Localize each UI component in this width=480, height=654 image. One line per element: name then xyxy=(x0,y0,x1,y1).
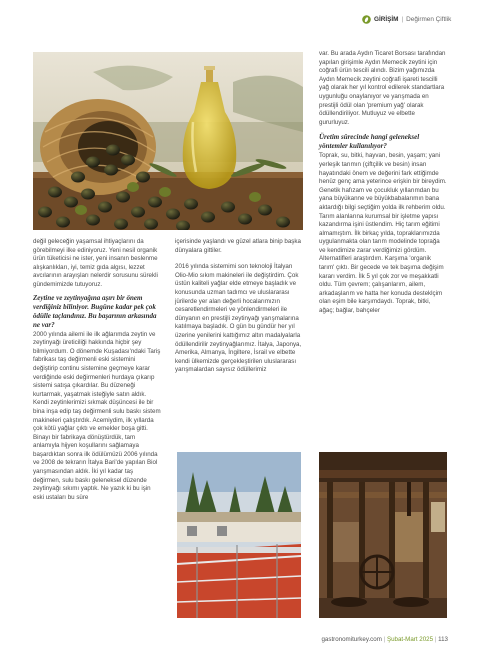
col2-paragraph-1: içerisinde yaşlandı ve güzel atlara binip başka dünyalara gittiler. xyxy=(175,238,301,254)
page-footer xyxy=(320,636,448,643)
footer-separator-2: | xyxy=(434,636,437,643)
col3-question-1: Üretim sürecinde hangi geleneksel yöntemler kullanılıyor? xyxy=(319,133,420,151)
footer-site: gastronomiturkey.com xyxy=(321,636,382,643)
footer-page-number: 113 xyxy=(438,636,448,643)
olive-leaf-icon xyxy=(362,15,371,24)
col3-paragraph-2: Toprak, su, bitki, hayvan, besin, yaşam; yani yerleşik tarımın (çiftçilik ve besin) insan hayatındaki önem ve değerini fark ettiğimde henüz genç ama yeterince erişkin bir bireydim. Genetik hafızam ve çocukluk yıllarımdan bu yana büyükanne ve büyükbabalarımın bana aktardığı bilgi seçtiğim yolda ilk rehberim oldu. Tarım alanlarına kurumsal bir işletme yapısı kazandırma işini üstlendim. Hiç tarım eğitimi almamıştım. İlk birkaç yılda, topraklarımızda uygulanmakta olan tarım modelinde toprağa ve kendimize zarar verdiğimizi gördüm. Alternatifleri araştırdım. Karşıma 'organik tarım' çıktı. Bir gecede ve tek başıma değişim kararı verdim. İlk 5 yıl çok zor ve meşakkatli oldu. Tüm çevrem; çalışanlarım, ailem, arkadaşlarım ve hatta her konuda desteklçim olan eşim bile karşımdaydı. Toprak, bitki, ağaç; bağlar, bahçeler xyxy=(319,152,447,315)
col1-question-1: Zeytine ve zeytinyağına aşırı bir önem verdiğiniz biliniyor. Bugüne kadar pek çok ödülle taçlandınız. Bu başarının arkasında ne var? xyxy=(33,293,157,329)
column-3 xyxy=(319,50,447,316)
header-separator: | xyxy=(401,15,404,23)
page-header xyxy=(362,13,451,25)
col3-paragraph-1: var. Bu arada Aydın Ticaret Borsası tarafından yapılan girişimle Aydın Memecik zeytini için coğrafi ürün tescili alındı. Bizim yağımızda Aydın Memecik zeytini coğrafi işareti tescilli yağ olarak her yıl kontrol edilerek standartlara uygunluğu onaylanıyor ve yarışmada en prestijli ödül olan 'premium yağ' olarak ödüllendiriliyor. Mutluyuz ve elbette gururluyuz. xyxy=(319,50,446,126)
col1-paragraph-2: 2000 yılında ailemi ile ilk ağlarımda zeytin ve zeytinyağı üreticiliği hakkında hiçbir şey bilmiyordum. O dönemde Kuşadası'ndaki Tariş fabrikası taş değirmenli eski sistemini değiştirip continu sistemine geçmeye karar verdiğinde eski değirmenleri hurdaya çıkarıp sistemi satışa çıkardılar. Bu düzeneği kurtarmak, yaşatmak isteğiyle satın aldık. Kendi zeytinlerimizi sıkmak düşüncesi ile bir bina inşa edip taş değirmenli sulu baskı sistem makineleri çalıştırdık. Acemiydim, ilk yıllarda çok kötü yağlar çıktı ve emekler boşa gitti. Binayı bir fabrikaya dönüştürdük, tam anlamıyla hijyen koşullarını sağlamaya başardıktan sonra ilk ödülümüzü 2006 yılında ve 2008 de tekrarın İtalya Bari'de yapılan Biol yarışmasından aldık. İki yıl kadar taş değirmen, sulu baskı geleneksel düzende zeytinyağı sıkımı yaptık. Ne yazık ki bu işin eski ustaları bu süre xyxy=(33,330,161,501)
column-2 xyxy=(175,238,303,375)
facility-pool-photo xyxy=(177,452,301,618)
col1-paragraph-1: değil geleceğin yaşamsal ihtiyaçlarını da görebilmeyi ilke ediniyoruz. Yeni nesil organik ürün tüketicisi ne ister, yeni insanın beslenme alışkanlıkları, iyi, temiz gıda algısı, lezzet avcılarının arayışları nelerdir sorusunu sürekli gündemimizde tutuyoruz. xyxy=(33,238,158,288)
footer-issue: Şubat-Mart 2025 xyxy=(386,636,434,643)
col2-paragraph-2: 2016 yılında sistemimi son teknoloji İtalyan Olio-Mio sıkım makineleri ile değiştirdim. Çok üstün kaliteli yağlar elde etmeye başladık ve konusunda uzman tadımcı ve uluslararası jürilerde yer alan değerli hocalarımızın cesaretlendirmeleri ve yönlendirmeleri ile dünyanın en prestijli zeytinyağı yarışmalarına katılmaya başladık. O gün bu gündür her yıl üzerine yenilerini kattığımız altın madalyalarla ödüllendirilir zeytinyağlarımız. İtalya, Japonya, Amerika, Almanya, İngiltere, İsrail ve elbette kendi ülkemizde gerçekleştirilen uluslararası yarışmalardan sayısız ödüllerimiz xyxy=(175,263,302,374)
olive-basket-photo xyxy=(33,52,303,230)
footer-separator-1: | xyxy=(383,636,386,643)
old-press-photo xyxy=(319,452,447,618)
header-section: GİRİŞİM xyxy=(374,15,399,23)
column-1 xyxy=(33,238,161,502)
header-subsection: Değirmen Çiftlik xyxy=(406,15,452,23)
